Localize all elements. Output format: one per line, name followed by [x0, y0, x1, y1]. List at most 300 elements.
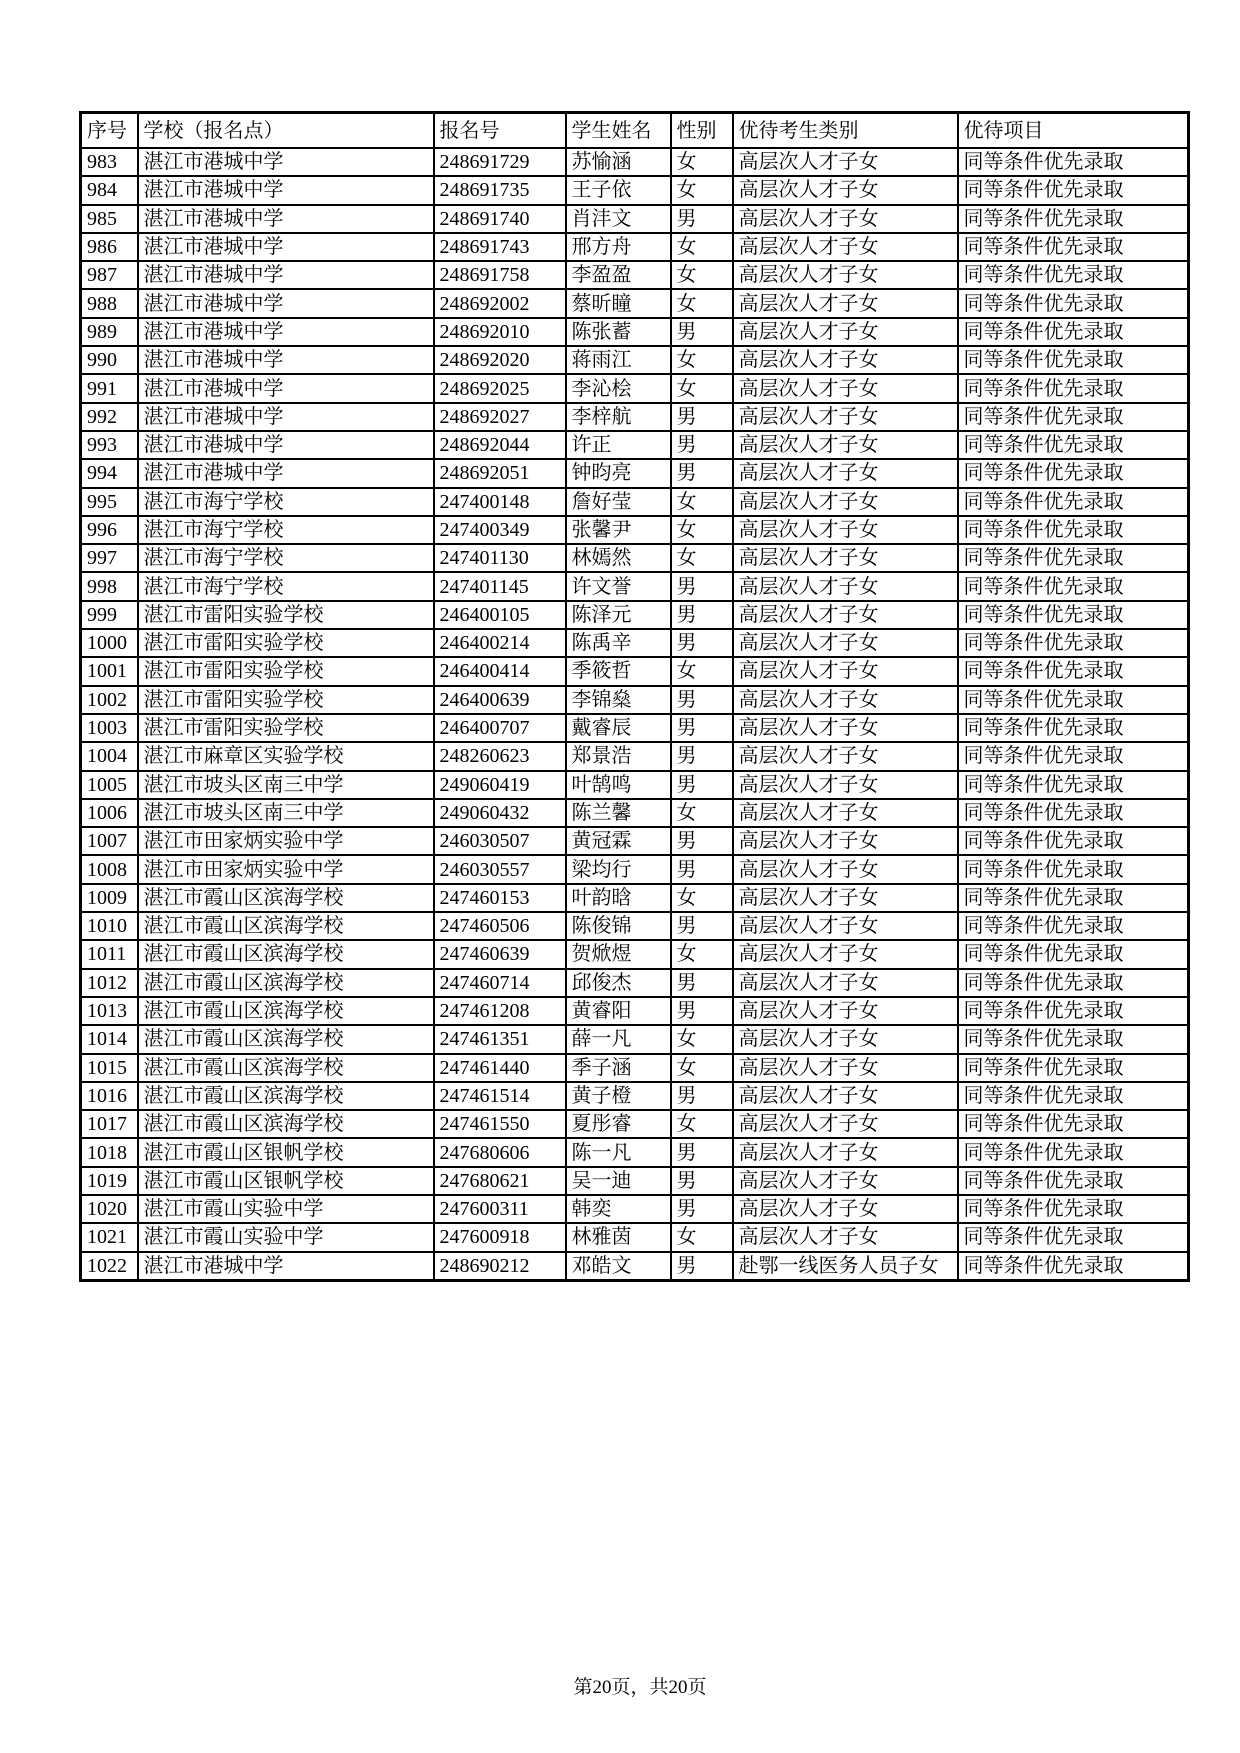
- cell-registration_no: 248692020: [434, 346, 566, 374]
- table-row: [81, 1054, 1189, 1082]
- table-row: [81, 572, 1189, 600]
- table-row: [81, 403, 1189, 431]
- cell-index: 993: [81, 431, 138, 459]
- table-header-row: [81, 113, 1189, 149]
- cell-item: 同等条件优先录取: [958, 1025, 1189, 1053]
- cell-category: 高层次人才子女: [733, 1082, 958, 1110]
- cell-category: 高层次人才子女: [733, 742, 958, 770]
- header-school: 学校（报名点）: [138, 113, 434, 149]
- table-body: [81, 148, 1189, 1280]
- cell-index: 985: [81, 205, 138, 233]
- table-row: [81, 488, 1189, 516]
- cell-index: 1019: [81, 1167, 138, 1195]
- cell-category: 高层次人才子女: [733, 205, 958, 233]
- table-row: [81, 431, 1189, 459]
- cell-registration_no: 247460714: [434, 969, 566, 997]
- cell-school: 湛江市雷阳实验学校: [138, 657, 434, 685]
- cell-gender: 男: [671, 912, 733, 940]
- cell-registration_no: 248691740: [434, 205, 566, 233]
- table-row: [81, 884, 1189, 912]
- cell-category: 高层次人才子女: [733, 403, 958, 431]
- cell-category: 高层次人才子女: [733, 1054, 958, 1082]
- table-row: [81, 855, 1189, 883]
- table-row: [81, 1167, 1189, 1195]
- cell-student_name: 蒋雨江: [566, 346, 671, 374]
- cell-student_name: 林雅茵: [566, 1223, 671, 1251]
- cell-school: 湛江市海宁学校: [138, 572, 434, 600]
- cell-gender: 男: [671, 771, 733, 799]
- cell-index: 1009: [81, 884, 138, 912]
- cell-category: 高层次人才子女: [733, 261, 958, 289]
- cell-gender: 男: [671, 318, 733, 346]
- cell-category: 高层次人才子女: [733, 686, 958, 714]
- cell-school: 湛江市霞山区滨海学校: [138, 1110, 434, 1138]
- cell-item: 同等条件优先录取: [958, 261, 1189, 289]
- cell-item: 同等条件优先录取: [958, 1223, 1189, 1251]
- cell-student_name: 詹好莹: [566, 488, 671, 516]
- cell-student_name: 苏愉涵: [566, 148, 671, 176]
- cell-registration_no: 247600311: [434, 1195, 566, 1223]
- cell-index: 984: [81, 176, 138, 204]
- cell-category: 高层次人才子女: [733, 629, 958, 657]
- cell-registration_no: 246400639: [434, 686, 566, 714]
- cell-category: 高层次人才子女: [733, 516, 958, 544]
- cell-item: 同等条件优先录取: [958, 884, 1189, 912]
- cell-index: 1016: [81, 1082, 138, 1110]
- cell-registration_no: 247680606: [434, 1138, 566, 1166]
- cell-category: 高层次人才子女: [733, 289, 958, 317]
- cell-item: 同等条件优先录取: [958, 318, 1189, 346]
- cell-category: 高层次人才子女: [733, 431, 958, 459]
- cell-category: 高层次人才子女: [733, 374, 958, 402]
- cell-student_name: 季筱哲: [566, 657, 671, 685]
- cell-category: 高层次人才子女: [733, 601, 958, 629]
- cell-registration_no: 247460506: [434, 912, 566, 940]
- cell-student_name: 叶鹄鸣: [566, 771, 671, 799]
- cell-gender: 男: [671, 1195, 733, 1223]
- cell-gender: 女: [671, 148, 733, 176]
- table-row: [81, 657, 1189, 685]
- cell-index: 1014: [81, 1025, 138, 1053]
- cell-student_name: 李盈盈: [566, 261, 671, 289]
- cell-registration_no: 247600918: [434, 1223, 566, 1251]
- cell-gender: 女: [671, 176, 733, 204]
- table-row: [81, 1252, 1189, 1281]
- cell-gender: 男: [671, 205, 733, 233]
- cell-gender: 男: [671, 1082, 733, 1110]
- cell-category: 高层次人才子女: [733, 771, 958, 799]
- cell-gender: 女: [671, 488, 733, 516]
- table-row: [81, 997, 1189, 1025]
- cell-registration_no: 246400214: [434, 629, 566, 657]
- cell-item: 同等条件优先录取: [958, 516, 1189, 544]
- cell-item: 同等条件优先录取: [958, 1082, 1189, 1110]
- cell-school: 湛江市霞山区滨海学校: [138, 1082, 434, 1110]
- cell-student_name: 陈俊锦: [566, 912, 671, 940]
- cell-school: 湛江市霞山区银帆学校: [138, 1167, 434, 1195]
- cell-registration_no: 247460639: [434, 940, 566, 968]
- header-category: 优待考生类别: [733, 113, 958, 149]
- cell-gender: 男: [671, 403, 733, 431]
- cell-gender: 女: [671, 884, 733, 912]
- cell-school: 湛江市港城中学: [138, 289, 434, 317]
- cell-student_name: 黄冠霖: [566, 827, 671, 855]
- table-row: [81, 233, 1189, 261]
- cell-category: 高层次人才子女: [733, 346, 958, 374]
- cell-index: 1017: [81, 1110, 138, 1138]
- cell-category: 高层次人才子女: [733, 459, 958, 487]
- cell-school: 湛江市港城中学: [138, 459, 434, 487]
- cell-item: 同等条件优先录取: [958, 176, 1189, 204]
- cell-registration_no: 248691758: [434, 261, 566, 289]
- cell-category: 高层次人才子女: [733, 1223, 958, 1251]
- cell-school: 湛江市雷阳实验学校: [138, 601, 434, 629]
- cell-index: 1012: [81, 969, 138, 997]
- cell-item: 同等条件优先录取: [958, 827, 1189, 855]
- cell-school: 湛江市霞山区滨海学校: [138, 969, 434, 997]
- cell-index: 1021: [81, 1223, 138, 1251]
- cell-index: 996: [81, 516, 138, 544]
- cell-gender: 男: [671, 742, 733, 770]
- cell-student_name: 贺焮煜: [566, 940, 671, 968]
- cell-registration_no: 248692002: [434, 289, 566, 317]
- table-row: [81, 459, 1189, 487]
- cell-category: 高层次人才子女: [733, 176, 958, 204]
- table-row: [81, 771, 1189, 799]
- cell-school: 湛江市霞山区滨海学校: [138, 912, 434, 940]
- table-row: [81, 261, 1189, 289]
- table-row: [81, 1195, 1189, 1223]
- cell-category: 高层次人才子女: [733, 233, 958, 261]
- cell-gender: 男: [671, 629, 733, 657]
- cell-gender: 男: [671, 572, 733, 600]
- cell-student_name: 王子依: [566, 176, 671, 204]
- cell-category: 高层次人才子女: [733, 1025, 958, 1053]
- table-row: [81, 1138, 1189, 1166]
- cell-school: 湛江市港城中学: [138, 374, 434, 402]
- table-row: [81, 318, 1189, 346]
- cell-school: 湛江市港城中学: [138, 176, 434, 204]
- cell-student_name: 陈一凡: [566, 1138, 671, 1166]
- cell-gender: 女: [671, 233, 733, 261]
- table-row: [81, 969, 1189, 997]
- page-number-footer: 第20页，共20页: [573, 1677, 707, 1698]
- cell-student_name: 陈张蓄: [566, 318, 671, 346]
- cell-registration_no: 248691735: [434, 176, 566, 204]
- cell-registration_no: 248691743: [434, 233, 566, 261]
- cell-school: 湛江市雷阳实验学校: [138, 714, 434, 742]
- cell-category: 高层次人才子女: [733, 572, 958, 600]
- cell-registration_no: 248692044: [434, 431, 566, 459]
- cell-index: 986: [81, 233, 138, 261]
- cell-item: 同等条件优先录取: [958, 1054, 1189, 1082]
- cell-student_name: 李梓航: [566, 403, 671, 431]
- cell-item: 同等条件优先录取: [958, 771, 1189, 799]
- cell-registration_no: 247461440: [434, 1054, 566, 1082]
- cell-student_name: 李沁桧: [566, 374, 671, 402]
- cell-item: 同等条件优先录取: [958, 714, 1189, 742]
- cell-gender: 男: [671, 1138, 733, 1166]
- cell-student_name: 许文誉: [566, 572, 671, 600]
- cell-registration_no: 247401145: [434, 572, 566, 600]
- cell-registration_no: 246030507: [434, 827, 566, 855]
- cell-student_name: 戴睿辰: [566, 714, 671, 742]
- cell-item: 同等条件优先录取: [958, 233, 1189, 261]
- table-row: [81, 205, 1189, 233]
- cell-item: 同等条件优先录取: [958, 1195, 1189, 1223]
- cell-student_name: 陈兰馨: [566, 799, 671, 827]
- cell-student_name: 夏彤睿: [566, 1110, 671, 1138]
- table-row: [81, 601, 1189, 629]
- cell-index: 1007: [81, 827, 138, 855]
- cell-school: 湛江市霞山实验中学: [138, 1195, 434, 1223]
- cell-school: 湛江市港城中学: [138, 431, 434, 459]
- cell-registration_no: 247461208: [434, 997, 566, 1025]
- cell-school: 湛江市霞山区银帆学校: [138, 1138, 434, 1166]
- cell-item: 同等条件优先录取: [958, 403, 1189, 431]
- cell-school: 湛江市麻章区实验学校: [138, 742, 434, 770]
- cell-category: 高层次人才子女: [733, 912, 958, 940]
- cell-registration_no: 247461351: [434, 1025, 566, 1053]
- cell-item: 同等条件优先录取: [958, 346, 1189, 374]
- cell-category: 高层次人才子女: [733, 827, 958, 855]
- cell-school: 湛江市海宁学校: [138, 544, 434, 572]
- cell-item: 同等条件优先录取: [958, 799, 1189, 827]
- cell-index: 991: [81, 374, 138, 402]
- table-row: [81, 799, 1189, 827]
- cell-index: 1018: [81, 1138, 138, 1166]
- cell-registration_no: 248690212: [434, 1252, 566, 1281]
- cell-school: 湛江市霞山实验中学: [138, 1223, 434, 1251]
- cell-item: 同等条件优先录取: [958, 742, 1189, 770]
- cell-student_name: 黄子橙: [566, 1082, 671, 1110]
- cell-student_name: 郑景浩: [566, 742, 671, 770]
- cell-gender: 男: [671, 459, 733, 487]
- cell-category: 高层次人才子女: [733, 1195, 958, 1223]
- cell-school: 湛江市海宁学校: [138, 488, 434, 516]
- cell-registration_no: 249060419: [434, 771, 566, 799]
- cell-school: 湛江市霞山区滨海学校: [138, 940, 434, 968]
- cell-registration_no: 248692051: [434, 459, 566, 487]
- table-row: [81, 1082, 1189, 1110]
- cell-student_name: 陈禹辛: [566, 629, 671, 657]
- cell-item: 同等条件优先录取: [958, 940, 1189, 968]
- cell-item: 同等条件优先录取: [958, 629, 1189, 657]
- cell-school: 湛江市坡头区南三中学: [138, 799, 434, 827]
- cell-gender: 男: [671, 714, 733, 742]
- cell-registration_no: 248691729: [434, 148, 566, 176]
- cell-registration_no: 248692027: [434, 403, 566, 431]
- header-index: 序号: [81, 113, 138, 149]
- table-row: [81, 374, 1189, 402]
- cell-student_name: 梁均行: [566, 855, 671, 883]
- cell-index: 1001: [81, 657, 138, 685]
- cell-index: 1022: [81, 1252, 138, 1281]
- table-row: [81, 346, 1189, 374]
- cell-gender: 女: [671, 657, 733, 685]
- cell-registration_no: 247400148: [434, 488, 566, 516]
- cell-student_name: 季子涵: [566, 1054, 671, 1082]
- cell-index: 1000: [81, 629, 138, 657]
- cell-item: 同等条件优先录取: [958, 1138, 1189, 1166]
- table-header: [81, 113, 1189, 149]
- cell-item: 同等条件优先录取: [958, 205, 1189, 233]
- cell-gender: 女: [671, 374, 733, 402]
- cell-item: 同等条件优先录取: [958, 374, 1189, 402]
- cell-school: 湛江市港城中学: [138, 205, 434, 233]
- cell-school: 湛江市田家炳实验中学: [138, 827, 434, 855]
- cell-category: 高层次人才子女: [733, 657, 958, 685]
- cell-category: 高层次人才子女: [733, 714, 958, 742]
- cell-student_name: 薛一凡: [566, 1025, 671, 1053]
- cell-student_name: 吴一迪: [566, 1167, 671, 1195]
- cell-school: 湛江市雷阳实验学校: [138, 629, 434, 657]
- cell-index: 1015: [81, 1054, 138, 1082]
- cell-gender: 女: [671, 799, 733, 827]
- table-row: [81, 714, 1189, 742]
- cell-category: 高层次人才子女: [733, 940, 958, 968]
- cell-student_name: 邢方舟: [566, 233, 671, 261]
- cell-gender: 男: [671, 997, 733, 1025]
- cell-student_name: 李锦燊: [566, 686, 671, 714]
- table-row: [81, 516, 1189, 544]
- cell-index: 1002: [81, 686, 138, 714]
- cell-student_name: 钟昀亮: [566, 459, 671, 487]
- cell-index: 1006: [81, 799, 138, 827]
- table-row: [81, 912, 1189, 940]
- table-row: [81, 1110, 1189, 1138]
- cell-gender: 女: [671, 1054, 733, 1082]
- cell-item: 同等条件优先录取: [958, 544, 1189, 572]
- cell-gender: 女: [671, 1223, 733, 1251]
- cell-gender: 男: [671, 601, 733, 629]
- cell-gender: 男: [671, 1167, 733, 1195]
- cell-school: 湛江市海宁学校: [138, 516, 434, 544]
- cell-item: 同等条件优先录取: [958, 289, 1189, 317]
- cell-gender: 女: [671, 516, 733, 544]
- cell-student_name: 韩奕: [566, 1195, 671, 1223]
- cell-school: 湛江市港城中学: [138, 233, 434, 261]
- cell-gender: 女: [671, 261, 733, 289]
- cell-index: 998: [81, 572, 138, 600]
- cell-index: 999: [81, 601, 138, 629]
- cell-category: 高层次人才子女: [733, 488, 958, 516]
- cell-school: 湛江市霞山区滨海学校: [138, 884, 434, 912]
- cell-student_name: 黄睿阳: [566, 997, 671, 1025]
- cell-registration_no: 247401130: [434, 544, 566, 572]
- cell-index: 1013: [81, 997, 138, 1025]
- cell-item: 同等条件优先录取: [958, 601, 1189, 629]
- cell-category: 高层次人才子女: [733, 1138, 958, 1166]
- cell-index: 1008: [81, 855, 138, 883]
- cell-index: 1010: [81, 912, 138, 940]
- cell-student_name: 陈泽元: [566, 601, 671, 629]
- cell-school: 湛江市港城中学: [138, 1252, 434, 1281]
- cell-registration_no: 246400105: [434, 601, 566, 629]
- cell-school: 湛江市坡头区南三中学: [138, 771, 434, 799]
- table-row: [81, 940, 1189, 968]
- cell-category: 赴鄂一线医务人员子女: [733, 1252, 958, 1281]
- header-student-name: 学生姓名: [566, 113, 671, 149]
- cell-school: 湛江市港城中学: [138, 403, 434, 431]
- cell-gender: 男: [671, 686, 733, 714]
- table-row: [81, 176, 1189, 204]
- table-row: [81, 1025, 1189, 1053]
- cell-index: 1004: [81, 742, 138, 770]
- cell-index: 989: [81, 318, 138, 346]
- cell-registration_no: 246030557: [434, 855, 566, 883]
- cell-registration_no: 248692025: [434, 374, 566, 402]
- cell-category: 高层次人才子女: [733, 1167, 958, 1195]
- cell-school: 湛江市港城中学: [138, 346, 434, 374]
- cell-category: 高层次人才子女: [733, 799, 958, 827]
- table-row: [81, 148, 1189, 176]
- cell-registration_no: 247460153: [434, 884, 566, 912]
- cell-registration_no: 246400414: [434, 657, 566, 685]
- cell-gender: 男: [671, 431, 733, 459]
- cell-index: 987: [81, 261, 138, 289]
- cell-index: 1003: [81, 714, 138, 742]
- cell-gender: 女: [671, 544, 733, 572]
- table-row: [81, 827, 1189, 855]
- cell-school: 湛江市霞山区滨海学校: [138, 997, 434, 1025]
- cell-item: 同等条件优先录取: [958, 1167, 1189, 1195]
- cell-category: 高层次人才子女: [733, 997, 958, 1025]
- cell-category: 高层次人才子女: [733, 884, 958, 912]
- cell-index: 995: [81, 488, 138, 516]
- cell-school: 湛江市港城中学: [138, 148, 434, 176]
- cell-school: 湛江市霞山区滨海学校: [138, 1054, 434, 1082]
- cell-gender: 女: [671, 289, 733, 317]
- cell-item: 同等条件优先录取: [958, 657, 1189, 685]
- cell-index: 992: [81, 403, 138, 431]
- cell-gender: 女: [671, 346, 733, 374]
- cell-item: 同等条件优先录取: [958, 997, 1189, 1025]
- cell-registration_no: 248260623: [434, 742, 566, 770]
- header-registration-no: 报名号: [434, 113, 566, 149]
- cell-school: 湛江市田家炳实验中学: [138, 855, 434, 883]
- table-row: [81, 629, 1189, 657]
- cell-item: 同等条件优先录取: [958, 1252, 1189, 1281]
- cell-student_name: 邱俊杰: [566, 969, 671, 997]
- cell-registration_no: 247680621: [434, 1167, 566, 1195]
- cell-index: 1005: [81, 771, 138, 799]
- table-row: [81, 544, 1189, 572]
- cell-index: 1011: [81, 940, 138, 968]
- cell-index: 994: [81, 459, 138, 487]
- cell-registration_no: 247461550: [434, 1110, 566, 1138]
- cell-gender: 男: [671, 969, 733, 997]
- cell-item: 同等条件优先录取: [958, 572, 1189, 600]
- cell-gender: 男: [671, 827, 733, 855]
- header-gender: 性别: [671, 113, 733, 149]
- cell-registration_no: 248692010: [434, 318, 566, 346]
- cell-school: 湛江市雷阳实验学校: [138, 686, 434, 714]
- cell-gender: 男: [671, 1252, 733, 1281]
- preferential-students-table: [79, 111, 1190, 1282]
- cell-category: 高层次人才子女: [733, 318, 958, 346]
- cell-registration_no: 246400707: [434, 714, 566, 742]
- cell-registration_no: 247461514: [434, 1082, 566, 1110]
- cell-index: 988: [81, 289, 138, 317]
- cell-category: 高层次人才子女: [733, 544, 958, 572]
- cell-school: 湛江市港城中学: [138, 318, 434, 346]
- cell-index: 990: [81, 346, 138, 374]
- cell-gender: 女: [671, 1025, 733, 1053]
- cell-item: 同等条件优先录取: [958, 459, 1189, 487]
- cell-item: 同等条件优先录取: [958, 855, 1189, 883]
- cell-gender: 女: [671, 940, 733, 968]
